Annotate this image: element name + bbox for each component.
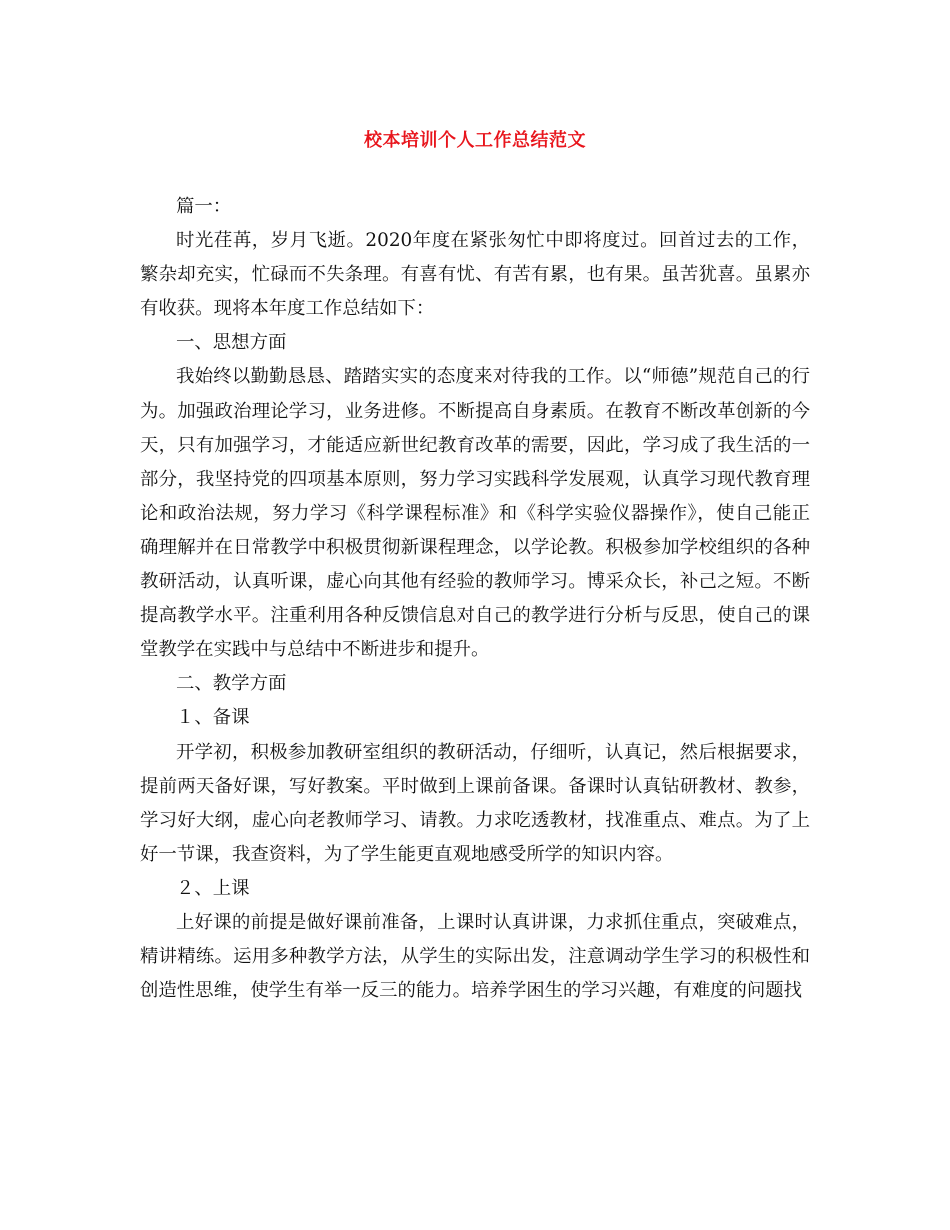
paragraph: 我始终以勤勤恳恳、踏踏实实的态度来对待我的工作。以“师德”规范自己的行为。加强政治理论学习，业务进修。不断提高自身素质。在教育不断改革创新的今天，只有加强学习，才能适应新世纪教育改革的需要，因此，学习成了我生活的一部分，我坚持党的四项基本原则，努力学习实践科学发展观，认真学习现代教育理论和政治法规，努力学习《科学课程标准》和《科学实验仪器操作》，使自己能正确理解并在日常教学中积极贯彻新课程理念，以学论教。积极参加学校组织的各种教研活动，认真听课，虚心向其他有经验的教师学习。博采众长，补己之短。不断提高教学水平。注重利用各种反馈信息对自己的教学进行分析与反思，使自己的课堂教学在实践中与总结中不断进步和提升。 xyxy=(140,366,810,661)
paragraph: 开学初，积极参加教研室组织的教研活动，仔细听，认真记，然后根据要求，提前两天备好课，写好教案。平时做到上课前备课。备课时认真钻研教材、教参，学习好大纲，虚心向老教师学习、请教。力求吃透教材，找准重点、难点。为了上好一节课，我查资料，为了学生能更直观地感受所学的知识内容。 xyxy=(140,741,810,865)
subsection-heading: １、备课 xyxy=(176,707,250,729)
paragraph: 时光荏苒，岁月飞逝。2020年度在紧张匆忙中即将度过。回首过去的工作，繁杂却充实，忙碌而不失条理。有喜有忧、有苦有累，也有果。虽苦犹喜。虽累亦有收获。现将本年度工作总结如下： xyxy=(140,230,810,320)
subsection-heading: ２、上课 xyxy=(176,877,250,899)
document-title: 校本培训个人工作总结范文 xyxy=(364,130,586,151)
document-body xyxy=(140,190,810,1008)
paragraph: 上好课的前提是做好课前准备，上课时认真讲课，力求抓住重点，突破难点，精讲精练。运用多种教学方法，从学生的实际出发，注意调动学生学习的积极性和创造性思维，使学生有举一反三的能力。培养学困生的学习兴趣，有难度的问题找 xyxy=(140,911,810,1002)
section-heading: 一、思想方面 xyxy=(176,332,287,354)
section-heading: 二、教学方面 xyxy=(176,673,287,695)
section-heading: 篇一： xyxy=(176,196,232,217)
